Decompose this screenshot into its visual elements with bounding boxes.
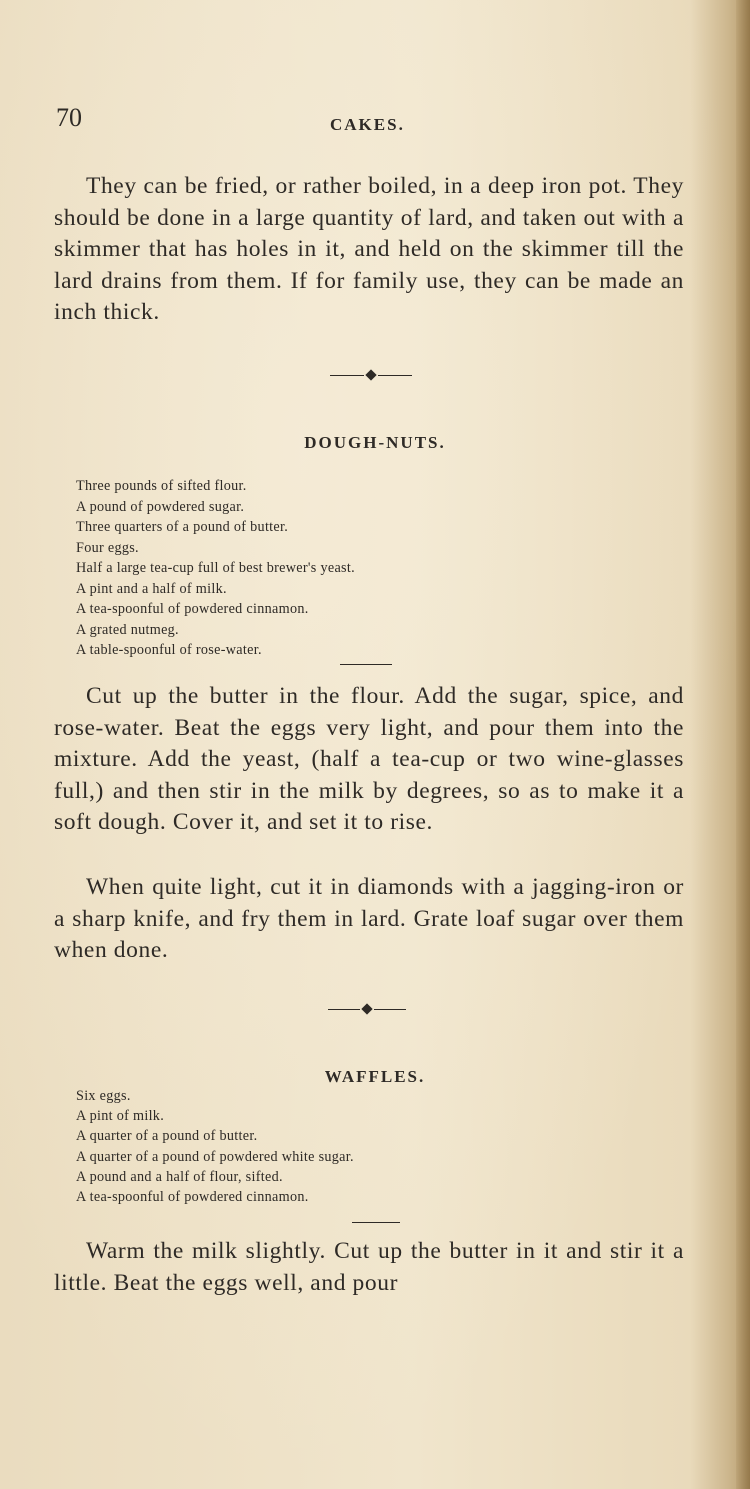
ingredient-item: Four eggs. [76,539,139,556]
ingredient-item: A tea-spoonful of powdered cinnamon. [76,601,309,617]
ingredient-item: A quarter of a pound of powdered white sugar. [76,1148,354,1165]
ingredient-item: A grated nutmeg. [76,621,179,638]
running-title: CAKES. [330,115,405,134]
section-ornament [330,369,412,383]
recipe-title-dough-nuts: DOUGH-NUTS. [304,433,446,452]
page-number: 70 [56,103,82,132]
ingredient-item: Six eggs. [76,1088,131,1104]
ingredient-item: A pint of milk. [76,1108,165,1125]
ingredients-rule [352,1222,400,1223]
ingredient-list-waffles [76,1086,596,1207]
page-header [0,103,750,143]
ingredient-item: A pound of powdered sugar. [76,498,245,515]
ingredient-item: Three quarters of a pound of butter. [76,519,289,535]
recipe-title-waffles: WAFFLES. [324,1067,426,1086]
ingredients-rule [340,664,392,665]
continuation-paragraph: They can be fried, or rather boiled, in a deep iron pot. They should be done in a large quantity of lard, and taken out with a skimmer that has holes in it, and held on the skimmer till the lard drains from them. If for family use, they can be made an inch thick. [54,173,684,326]
ingredient-item: A table-spoonful of rose-water. [76,642,262,658]
ingredient-item: Three pounds of sifted flour. [76,478,247,494]
instructions-paragraph: Cut up the butter in the flour. Add the sugar, spice, and rose-water. Beat the eggs very light, and pour them into the mixture. Add the yeast, (half a tea-cup or two wine-glasses full,) and then stir in the milk by degrees, so as to make it a soft dough. Cover it, and set it to rise. [54,683,684,836]
ingredient-list-dough-nuts [76,476,596,661]
ingredient-item: A pint and a half of milk. [76,580,227,597]
ingredient-item: A tea-spoonful of powdered cinnamon. [76,1188,309,1205]
ingredient-item: A quarter of a pound of butter. [76,1128,258,1145]
instructions-paragraph: Warm the milk slightly. Cut up the butter in it and stir it a little. Beat the eggs well, and pour [54,1238,684,1296]
ingredient-item: Half a large tea-cup full of best brewer's yeast. [76,560,355,576]
instructions-paragraph: When quite light, cut it in diamonds with a jagging-iron or a sharp knife, and fry them in lard. Grate loaf sugar over them when done. [54,874,684,964]
ingredient-item: A pound and a half of flour, sifted. [76,1168,283,1185]
page-edge [736,0,750,1489]
section-ornament [328,1003,406,1017]
